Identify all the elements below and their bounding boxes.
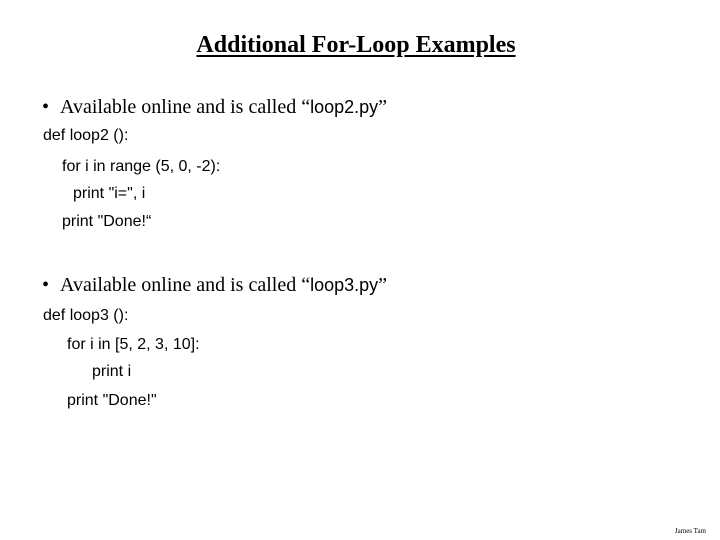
code-line: for i in range (5, 0, -2): [62,158,221,175]
bullet-icon: • [42,96,50,118]
code-line: print "Done!" [67,392,157,409]
bullet-loop3 [42,272,387,298]
slide-title: Additional For-Loop Examples [196,32,516,58]
bullet-text-after: ” [378,274,388,296]
bullet-text-before: Available online and is called “ [60,274,311,296]
footer-author: James Tam [674,527,706,535]
filename: loop2.py [310,97,379,117]
bullet-text-before: Available online and is called “ [60,96,311,118]
code-line: print "Done!“ [62,213,152,230]
bullet-text [60,274,387,296]
code-line: def loop2 (): [43,127,129,144]
code-line: for i in [5, 2, 3, 10]: [67,336,200,353]
bullet-loop2 [42,94,387,120]
bullet-icon: • [42,274,50,296]
bullet-text [60,96,387,118]
code-line: print "i=", i [73,185,146,202]
bullet-text-after: ” [378,96,388,118]
filename: loop3.py [310,275,379,295]
code-line: print i [92,363,132,380]
code-line: def loop3 (): [43,307,129,324]
